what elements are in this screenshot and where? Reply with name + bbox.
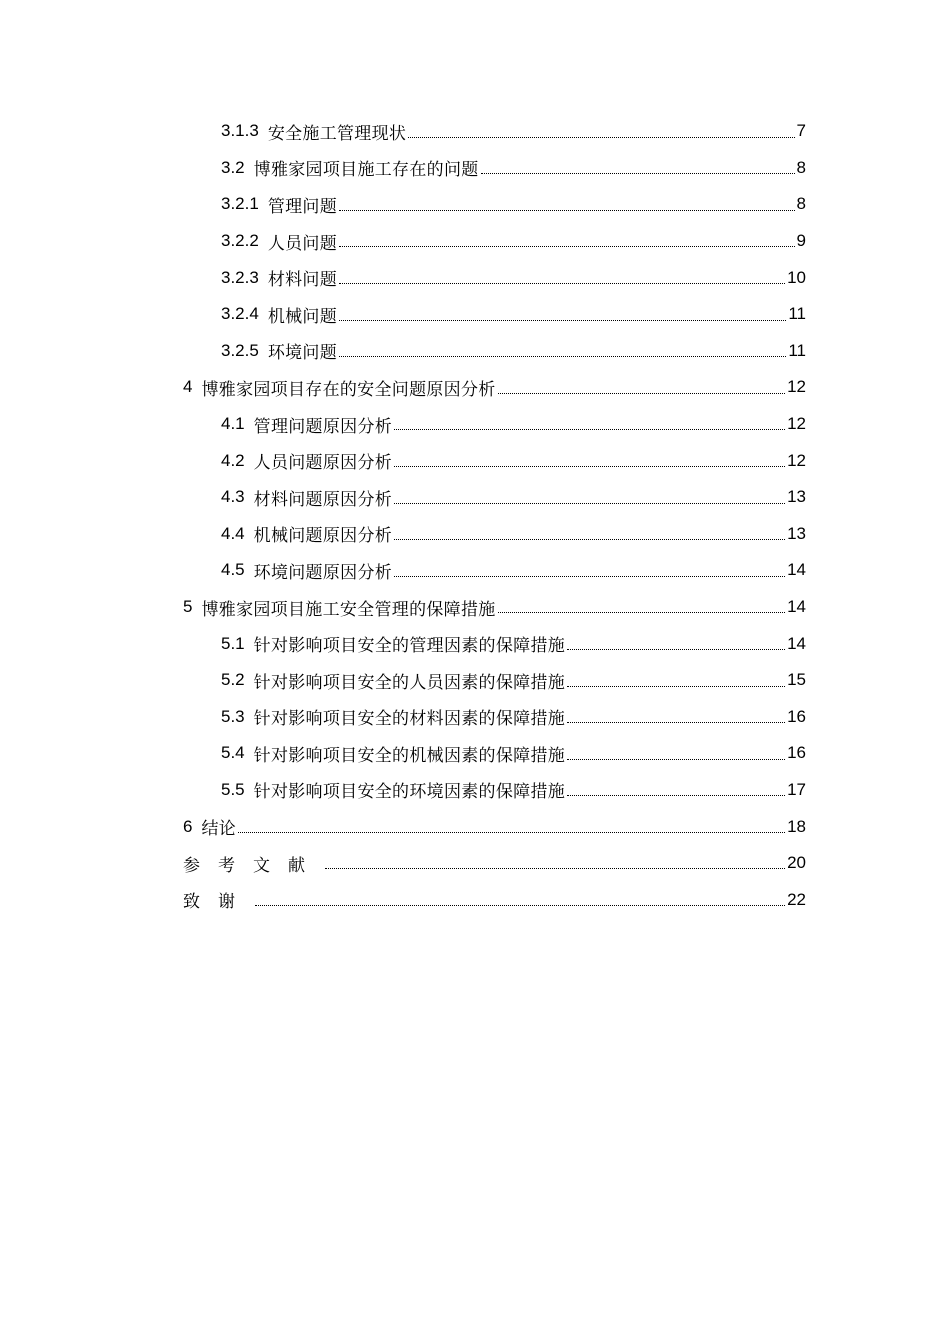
toc-entry-page-number: 10 (787, 267, 806, 287)
toc-entry-page-number: 13 (787, 487, 806, 507)
toc-entry[interactable] (0, 442, 806, 479)
toc-entry[interactable] (0, 552, 806, 589)
toc-entry-number: 3.2.4 (221, 304, 259, 324)
toc-entry-number: 3.2.2 (221, 231, 259, 251)
toc-entry[interactable] (0, 150, 806, 187)
toc-entry[interactable] (0, 369, 806, 406)
toc-dot-leader (481, 172, 795, 174)
toc-entry-page-number: 13 (787, 523, 806, 543)
toc-dot-leader (567, 721, 785, 723)
toc-entry-title: 机械问题原因分析 (253, 526, 393, 547)
toc-dot-leader (567, 758, 785, 760)
toc-entry-page-number: 12 (787, 377, 806, 397)
toc-entry[interactable] (0, 662, 806, 699)
toc-entry-number: 4.5 (221, 560, 245, 580)
toc-entry[interactable] (0, 406, 806, 443)
toc-entry-number: 4.2 (221, 450, 245, 470)
toc-entry-page-number: 9 (796, 231, 806, 251)
toc-entry-page-number: 8 (796, 194, 806, 214)
toc-dot-leader (238, 831, 785, 833)
toc-list (0, 113, 806, 918)
toc-dot-leader (408, 136, 794, 138)
toc-entry[interactable] (0, 296, 806, 333)
toc-entry-title: 材料问题原因分析 (253, 489, 393, 510)
toc-entry-title: 针对影响项目安全的环境因素的保障措施 (253, 782, 566, 803)
toc-dot-leader (394, 428, 785, 430)
toc-entry-title: 管理问题 (267, 196, 338, 217)
toc-entry[interactable] (0, 479, 806, 516)
toc-entry-number: 5.3 (221, 706, 245, 726)
toc-entry-number: 3.1.3 (221, 121, 259, 141)
toc-entry-number: 5.5 (221, 779, 245, 799)
toc-dot-leader (394, 575, 785, 577)
toc-entry-page-number: 12 (787, 450, 806, 470)
toc-entry-title: 博雅家园项目存在的安全问题原因分析 (201, 379, 496, 400)
toc-entry[interactable] (0, 772, 806, 809)
toc-entry-title: 安全施工管理现状 (267, 123, 407, 144)
toc-entry-number: 5.4 (221, 743, 245, 763)
toc-entry-page-number: 11 (788, 340, 806, 360)
toc-entry-page-number: 14 (787, 633, 806, 653)
toc-entry[interactable] (0, 589, 806, 626)
toc-entry-title: 机械问题 (267, 306, 338, 327)
toc-entry-page-number: 16 (787, 743, 806, 763)
toc-entry-number: 4.3 (221, 487, 245, 507)
toc-entry[interactable] (0, 186, 806, 223)
toc-entry[interactable] (0, 333, 806, 370)
toc-dot-leader (567, 685, 785, 687)
toc-entry[interactable] (0, 735, 806, 772)
toc-entry-number: 3.2.3 (221, 267, 259, 287)
toc-entry-number: 4 (183, 377, 193, 397)
toc-dot-leader (498, 611, 786, 613)
toc-entry-title: 针对影响项目安全的材料因素的保障措施 (253, 709, 566, 730)
toc-entry-title: 博雅家园项目施工安全管理的保障措施 (201, 599, 496, 620)
toc-entry[interactable] (0, 808, 806, 845)
toc-entry-page-number: 15 (787, 670, 806, 690)
toc-entry-page-number: 11 (788, 304, 806, 324)
toc-dot-leader (325, 867, 785, 869)
toc-dot-leader (394, 502, 785, 504)
toc-dot-leader (339, 245, 795, 247)
toc-entry-title: 人员问题 (267, 233, 338, 254)
toc-entry-title: 针对影响项目安全的机械因素的保障措施 (253, 745, 566, 766)
toc-entry-title: 针对影响项目安全的管理因素的保障措施 (253, 636, 566, 657)
toc-entry-title: 材料问题 (267, 270, 338, 291)
toc-entry-title: 针对影响项目安全的人员因素的保障措施 (253, 672, 566, 693)
toc-entry-page-number: 8 (796, 157, 806, 177)
toc-entry-page-number: 7 (796, 121, 806, 141)
toc-entry[interactable] (0, 113, 806, 150)
toc-entry-number: 6 (183, 816, 193, 836)
toc-entry-number: 5.2 (221, 670, 245, 690)
toc-entry-page-number: 14 (787, 560, 806, 580)
toc-dot-leader (567, 794, 785, 796)
toc-entry-page-number: 20 (787, 853, 806, 873)
toc-dot-leader (567, 648, 785, 650)
toc-entry-number: 3.2.5 (221, 340, 259, 360)
toc-entry-number: 5.1 (221, 633, 245, 653)
toc-entry-number: 5 (183, 597, 193, 617)
toc-entry-page-number: 17 (787, 779, 806, 799)
toc-entry-page-number: 14 (787, 597, 806, 617)
toc-entry-title: 博雅家园项目施工存在的问题 (253, 160, 479, 181)
toc-entry-title: 管理问题原因分析 (253, 416, 393, 437)
toc-entry-title: 致谢 (183, 892, 253, 913)
toc-dot-leader (339, 209, 795, 211)
toc-entry-title: 环境问题 (267, 343, 338, 364)
toc-entry-page-number: 16 (787, 706, 806, 726)
toc-dot-leader (339, 282, 785, 284)
toc-entry-number: 3.2 (221, 157, 245, 177)
toc-dot-leader (339, 355, 786, 357)
toc-entry[interactable] (0, 845, 806, 882)
toc-dot-leader (394, 538, 785, 540)
toc-entry[interactable] (0, 881, 806, 918)
toc-entry[interactable] (0, 516, 806, 553)
toc-entry-number: 3.2.1 (221, 194, 259, 214)
toc-entry-number: 4.1 (221, 414, 245, 434)
toc-entry-title: 参考文献 (183, 855, 323, 876)
toc-entry-number: 4.4 (221, 523, 245, 543)
toc-dot-leader (255, 904, 785, 906)
toc-entry[interactable] (0, 625, 806, 662)
toc-entry-page-number: 22 (787, 889, 806, 909)
toc-dot-leader (498, 392, 786, 394)
toc-entry-title: 人员问题原因分析 (253, 453, 393, 474)
toc-entry-title: 环境问题原因分析 (253, 562, 393, 583)
toc-entry-title: 结论 (201, 819, 237, 840)
toc-dot-leader (339, 319, 786, 321)
toc-entry-page-number: 12 (787, 414, 806, 434)
toc-entry[interactable] (0, 699, 806, 736)
toc-entry-page-number: 18 (787, 816, 806, 836)
toc-entry[interactable] (0, 223, 806, 260)
toc-dot-leader (394, 465, 785, 467)
toc-entry[interactable] (0, 259, 806, 296)
